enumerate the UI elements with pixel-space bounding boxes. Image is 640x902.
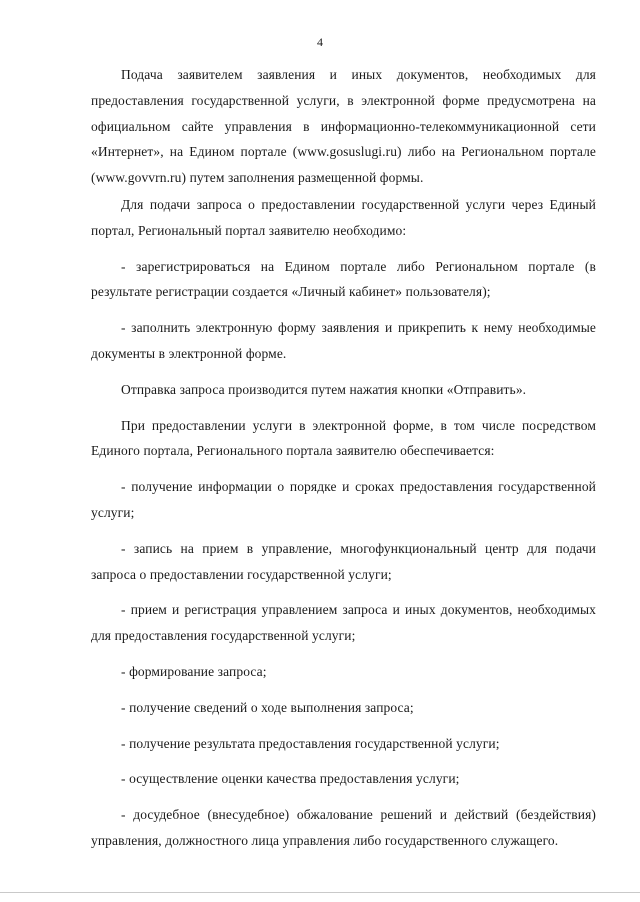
paragraph-electronic-submission: Подача заявителем заявления и иных документов, необходимых для предоставления государственной услуги, в электронной форме предусмотрена на официальном сайте управления в информационно-телекоммуникационной сети «Интернет», на Едином портале (www.gosuslugi.ru) либо на Региональном портале (www.govvrn.ru) путем заполнения размещенной формы. — [91, 67, 596, 186]
list-item-result: - получение результата предоставления государственной услуги; — [121, 735, 500, 751]
paragraph-portal-request: Для подачи запроса о предоставлении государственной услуги через Единый портал, Региональный портал заявителю необходимо: — [91, 196, 596, 238]
list-item-registration: - прием и регистрация управлением запроса и иных документов, необходимых для предоставления государственной услуги; — [91, 602, 596, 644]
list-item-appointment: - запись на прием в управление, многофункциональный центр для подачи запроса о предоставлении государственной услуги; — [91, 540, 596, 582]
list-item-register: - зарегистрироваться на Едином портале либо Региональном портале (в результате регистрации создается «Личный кабинет» пользователя); — [91, 258, 596, 300]
page-number: 4 — [317, 35, 323, 49]
paragraph-electronic-provision: При предоставлении услуги в электронной форме, в том числе посредством Единого портала, Регионального портала заявителю обеспечивается: — [91, 417, 596, 459]
list-item-forming-request: - формирование запроса; — [121, 663, 267, 679]
paragraph-send-button: Отправка запроса производится путем нажатия кнопки «Отправить». — [121, 381, 527, 397]
list-item-information: - получение информации о порядке и сроках предоставления государственной услуги; — [91, 479, 596, 520]
body-text — [91, 62, 596, 864]
list-item-fill-form: - заполнить электронную форму заявления и прикрепить к нему необходимые документы в электронной форме. — [91, 320, 596, 361]
list-item-quality-assessment: - осуществление оценки качества предоставления услуги; — [121, 771, 460, 787]
scan-bottom-edge — [0, 892, 640, 893]
list-item-appeal: - досудебное (внесудебное) обжалование решений и действий (бездействия) управления, должностного лица управления либо государственного служащего. — [91, 807, 596, 848]
list-item-status: - получение сведений о ходе выполнения запроса; — [121, 699, 414, 715]
